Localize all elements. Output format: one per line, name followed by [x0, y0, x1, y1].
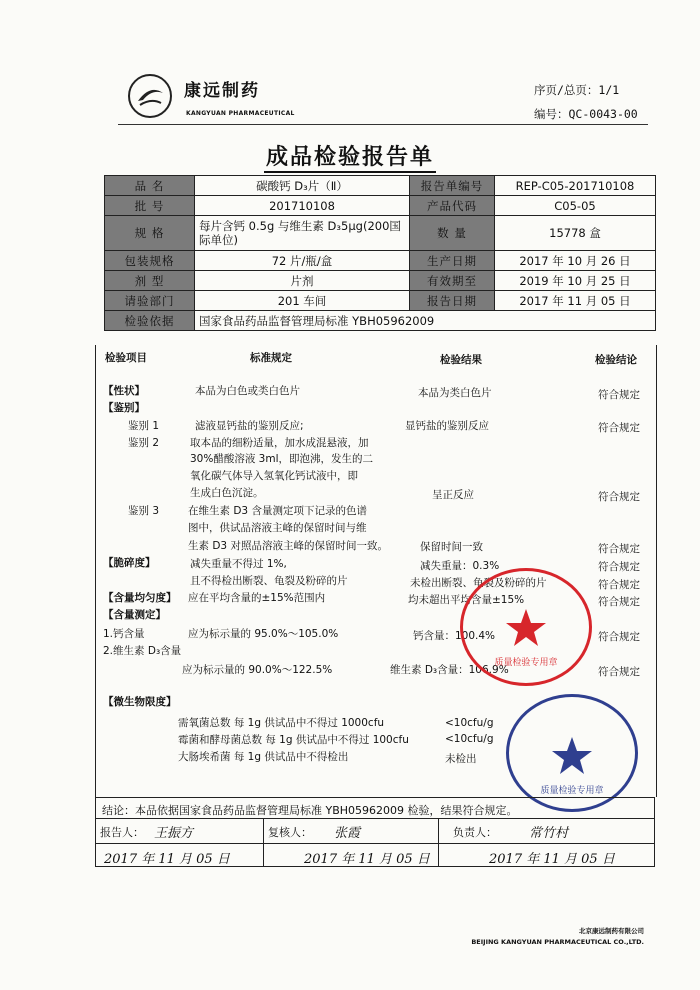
uniformity-conclusion: 符合规定 — [598, 596, 640, 608]
packing-value: 72 片/瓶/盒 — [195, 251, 410, 271]
id2-standard-line1: 取本品的细粉适量，加水成混悬液，加 — [190, 437, 369, 449]
quality-stamp-blue — [506, 694, 638, 812]
svg-text:质量检验专用章: 质量检验专用章 — [540, 785, 604, 795]
report-date-label: 报告日期 — [410, 291, 495, 311]
product-name-value: 碳酸钙 D₃片（Ⅱ） — [195, 176, 410, 196]
reporter-cell — [96, 819, 264, 867]
uniformity-standard: 应在平均含量的±15%范围内 — [188, 592, 326, 604]
svg-text:质量检验专用章: 质量检验专用章 — [494, 657, 558, 667]
appearance-conclusion: 符合规定 — [598, 389, 640, 401]
assay2-conclusion: 符合规定 — [598, 666, 640, 678]
id2-standard-line2: 30%醋酸溶液 3ml，即泡沸，发生的二 — [190, 453, 374, 465]
expiry-value: 2019 年 10 月 25 日 — [495, 271, 656, 291]
friability-result-line2: 未检出断裂、龟裂及粉碎的片 — [410, 577, 547, 589]
company-logo — [128, 74, 172, 118]
id2-result: 呈正反应 — [432, 489, 474, 501]
stamp-star-icon — [463, 571, 589, 683]
reporter-signature: 王振方 — [154, 826, 194, 841]
uniformity-result: 均未超出平均含量±15% — [408, 594, 525, 606]
batch-label: 批 号 — [105, 196, 195, 216]
reviewer-cell — [264, 819, 439, 867]
dosage-label: 剂 型 — [105, 271, 195, 291]
id2-conclusion: 符合规定 — [598, 491, 640, 503]
dept-label: 请验部门 — [105, 291, 195, 311]
basis-value: 国家食品药品监督管理局标准 YBH05962009 — [195, 311, 656, 331]
id3-label: 鉴别 3 — [128, 505, 160, 517]
company-name-en: KANGYUAN PHARMACEUTICAL — [186, 110, 295, 117]
microbial3-result: 未检出 — [445, 753, 477, 765]
reporter-date: 2017 年 11 月 05 日 — [104, 852, 230, 867]
product-name-label: 品 名 — [105, 176, 195, 196]
product-code-label: 产品代码 — [410, 196, 495, 216]
footer-company-en: BEIJING KANGYUAN PHARMACEUTICAL CO.,LTD. — [471, 938, 644, 946]
packing-label: 包装规格 — [105, 251, 195, 271]
assay1-result: 钙含量：100.4% — [413, 630, 496, 642]
reviewer-signature: 张霞 — [334, 826, 361, 841]
appearance-heading: 【性状】 — [103, 385, 145, 397]
friability-heading: 【脆碎度】 — [103, 557, 156, 569]
assay2-standard: 应为标示量的 90.0%～122.5% — [182, 664, 333, 676]
dept-value: 201 车间 — [195, 291, 410, 311]
page-title — [0, 140, 700, 171]
assay-heading: 【含量测定】 — [103, 609, 166, 621]
mfg-date-value: 2017 年 10 月 26 日 — [495, 251, 656, 271]
assay1-label: 1.钙含量 — [103, 628, 145, 640]
report-date-value: 2017 年 11 月 05 日 — [495, 291, 656, 311]
col-item-header: 检验项目 — [105, 352, 147, 364]
microbial-heading: 【微生物限度】 — [103, 696, 177, 708]
id1-standard: 滤液显钙盐的鉴别反应; — [195, 420, 304, 432]
id1-result: 显钙盐的鉴别反应 — [405, 420, 489, 432]
microbial2-standard: 霉菌和酵母菌总数 每 1g 供试品中不得过 100cfu — [178, 734, 409, 746]
uniformity-heading: 【含量均匀度】 — [103, 592, 177, 604]
appearance-result: 本品为类白色片 — [418, 387, 492, 399]
friability-conclusion-line1: 符合规定 — [598, 561, 640, 573]
document-number: 编号：QC-0043-00 — [534, 107, 638, 121]
responsible-signature: 常竹村 — [529, 826, 569, 841]
id2-label: 鉴别 2 — [128, 437, 160, 449]
responsible-date: 2017 年 11 月 05 日 — [489, 852, 615, 867]
friability-conclusion-line2: 符合规定 — [598, 579, 640, 591]
col-result-header: 检验结果 — [440, 354, 482, 366]
reporter-label: 报告人： — [100, 826, 144, 839]
id3-conclusion: 符合规定 — [598, 543, 640, 555]
id3-standard-line1: 在维生素 D3 含量测定项下记录的色谱 — [188, 505, 367, 517]
stamp-star-blue-icon — [509, 697, 635, 809]
conclusion-text: 结论：本品依据国家食品药品监督管理局标准 YBH05962009 检验，结果符合规定。 — [95, 797, 655, 819]
identification-heading: 【鉴别】 — [103, 402, 145, 414]
microbial1-result: <10cfu/g — [445, 717, 494, 729]
assay1-conclusion: 符合规定 — [598, 631, 640, 643]
mfg-date-label: 生产日期 — [410, 251, 495, 271]
id2-standard-line3: 氧化碳气体导入氢氧化钙试液中，即 — [190, 470, 358, 482]
id3-standard-line3: 生素 D3 对照品溶液主峰的保留时间一致。 — [188, 540, 388, 552]
report-no-label: 报告单编号 — [410, 176, 495, 196]
company-name-cn: 康远制药 — [184, 81, 260, 101]
product-info-table — [104, 175, 656, 331]
signature-row — [95, 819, 655, 867]
col-standard-header: 标准规定 — [250, 352, 292, 364]
reviewer-label: 复核人： — [268, 826, 312, 839]
basis-label: 检验依据 — [105, 311, 195, 331]
quality-stamp-red — [460, 568, 592, 686]
assay1-standard: 应为标示量的 95.0%～105.0% — [188, 628, 339, 640]
friability-standard-line1: 减失重量不得过 1%, — [190, 558, 287, 570]
header-divider — [118, 124, 648, 125]
page-number: 序页/总页：1/1 — [534, 83, 620, 97]
id1-label: 鉴别 1 — [128, 420, 160, 432]
microbial1-standard: 需氧菌总数 每 1g 供试品中不得过 1000cfu — [178, 717, 385, 729]
friability-standard-line2: 且不得检出断裂、龟裂及粉碎的片 — [190, 575, 348, 587]
spec-label: 规 格 — [105, 216, 195, 251]
friability-result-line1: 减失重量：0.3% — [420, 560, 500, 572]
dosage-value: 片剂 — [195, 271, 410, 291]
responsible-label: 负责人： — [453, 826, 497, 839]
id2-standard-line4: 生成白色沉淀。 — [190, 487, 264, 499]
assay2-result: 维生素 D₃含量：106.9% — [390, 664, 509, 676]
responsible-cell — [439, 819, 654, 867]
col-conclusion-header: 检验结论 — [595, 354, 637, 366]
report-no-value: REP-C05-201710108 — [495, 176, 656, 196]
id3-result: 保留时间一致 — [420, 541, 483, 553]
id1-conclusion: 符合规定 — [598, 422, 640, 434]
footer-company-cn: 北京康远制药有限公司 — [579, 927, 644, 935]
microbial2-result: <10cfu/g — [445, 733, 494, 745]
expiry-label: 有效期至 — [410, 271, 495, 291]
quantity-label: 数 量 — [410, 216, 495, 251]
spec-value: 每片含钙 0.5g 与维生素 D₃5μg(200国际单位) — [195, 216, 410, 251]
quantity-value: 15778 盒 — [495, 216, 656, 251]
assay2-label: 2.维生素 D₃含量 — [103, 645, 182, 657]
product-code-value: C05-05 — [495, 196, 656, 216]
logo-mark-icon — [130, 76, 170, 116]
reviewer-date: 2017 年 11 月 05 日 — [304, 852, 430, 867]
batch-value: 201710108 — [195, 196, 410, 216]
microbial3-standard: 大肠埃希菌 每 1g 供试品中不得检出 — [178, 751, 349, 763]
appearance-standard: 本品为白色或类白色片 — [195, 385, 300, 397]
title-text: 成品检验报告单 — [264, 145, 436, 173]
id3-standard-line2: 图中，供试品溶液主峰的保留时间与维 — [188, 522, 367, 534]
